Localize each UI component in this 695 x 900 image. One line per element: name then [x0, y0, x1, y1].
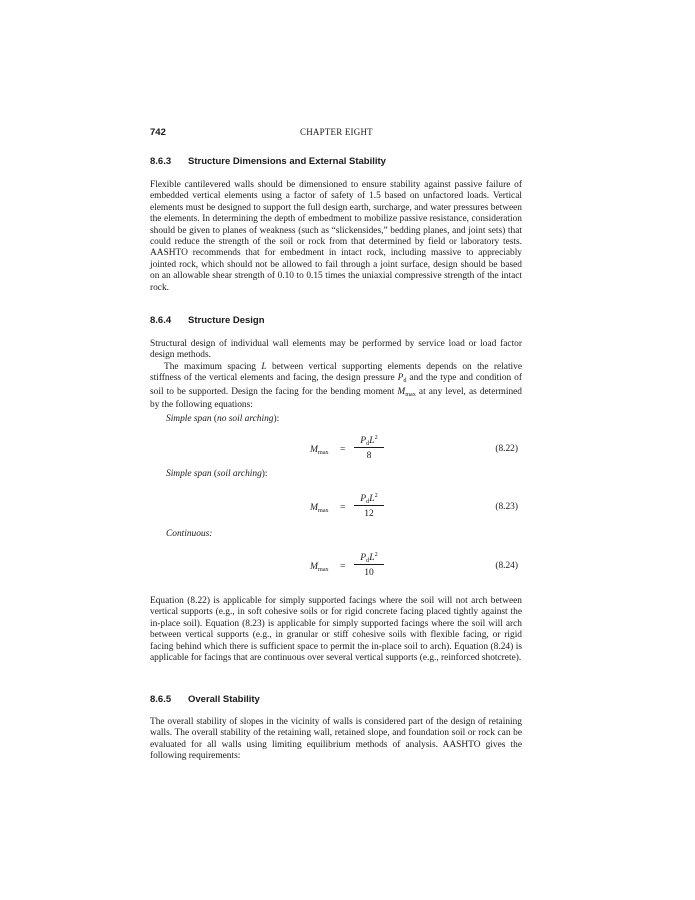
equation-formula [310, 490, 420, 530]
equation-lhs [310, 502, 329, 514]
equals-sign: = [340, 561, 346, 572]
paragraph-maximum-spacing [150, 362, 522, 412]
symbol-M: M [310, 502, 318, 513]
label-paren: ( [213, 469, 218, 479]
symbol-P: P [397, 373, 404, 384]
running-head [150, 127, 522, 139]
equation-number: (8.22) [495, 444, 518, 454]
label-text: soil arching [217, 469, 262, 479]
section-heading-8-6-4 [150, 315, 265, 326]
symbol-M-max [397, 387, 415, 397]
case-label-simple-span-arching [166, 469, 268, 479]
subscript-d: d [366, 440, 370, 447]
fraction [354, 549, 384, 583]
case-label-simple-span-no-arching [166, 414, 279, 424]
fraction [354, 432, 384, 466]
page-number: 742 [150, 127, 166, 138]
symbol-P: P [360, 435, 367, 446]
subscript-max: max [318, 566, 329, 573]
paragraph-equation-applicability: Equation (8.22) is applicable for simply supported facings where the soil will not arch between vertical supports (e.g., in soft cohesive soils or for rigid concrete facing placed tightly against the in-place soil). Equation (8.23) is applicable for simply supported facings where the soil will arch between vertical supports (e.g., in granular or stiff cohesive soils with flexible facing, or rigid facing behind which there is sufficient space to permit the in-place soil to arch). Equation (8.24) is applicable for facings that are continuous over several vertical supports (e.g., reinforced shotcrete). [150, 596, 522, 664]
label-paren: ( [213, 414, 218, 424]
section-heading-8-6-3 [150, 156, 386, 167]
subscript-d: d [366, 557, 370, 564]
numerator [354, 434, 384, 447]
equals-sign: = [340, 502, 346, 513]
label-text: Simple span [166, 469, 214, 479]
subscript-max: max [405, 390, 416, 398]
label-paren: ): [273, 414, 280, 424]
paragraph-structure-dimensions: Flexible cantilevered walls should be dimensioned to ensure stability against passive failure of embedded vertical elements using a factor of safety of 1.5 based on unfactored loads. Vertical elements must be designed to support the full design earth, surcharge, and water pressures between the elements. In determining the depth of embedment to mobilize passive resistance, consideration should be given to planes of weakness (such as “slickensides,” bedding planes, and joint sets) that could reduce the strength of the soil or rock from that determined by field or laboratory tests. AASHTO recommends that for embedment in intact rock, including massive to appreciably jointed rock, which should not be allowed to fail through a joint surface, design should be based on an allowable shear strength of 0.10 to 0.15 times the uniaxial compressive strength of the intact rock. [150, 180, 522, 293]
fraction-bar [354, 447, 384, 448]
symbol-P: P [360, 552, 367, 563]
fraction-bar [354, 564, 384, 565]
symbol-L: L [369, 435, 375, 446]
text-run: The maximum spacing [164, 362, 262, 372]
equation-8-24 [150, 549, 522, 589]
denominator: 10 [364, 567, 374, 578]
paragraph-structural-design-methods: Structural design of individual wall elements may be performed by service load or load factor design methods. [150, 339, 522, 361]
equation-formula [310, 549, 420, 589]
equation-lhs [310, 444, 329, 456]
subscript-max: max [318, 449, 329, 456]
equation-formula [310, 432, 420, 472]
numerator [354, 551, 384, 564]
symbol-P: P [360, 493, 367, 504]
symbol-M: M [310, 444, 318, 455]
exponent: 2 [374, 551, 378, 558]
chapter-title: CHAPTER EIGHT [300, 127, 373, 137]
section-number: 8.6.3 [150, 156, 172, 167]
section-title: Structure Dimensions and External Stability [188, 156, 386, 167]
equation-number: (8.23) [495, 502, 518, 512]
case-label-continuous: Continuous: [166, 529, 213, 539]
equation-8-22 [150, 432, 522, 472]
section-number: 8.6.5 [150, 694, 172, 705]
section-heading-8-6-5 [150, 694, 260, 705]
equals-sign: = [340, 444, 346, 455]
text-run: between vertical supporting elements depends on the relative stiffness of the vertical elements and facing, the design pressure [150, 362, 522, 384]
section-title: Structure Design [188, 315, 265, 326]
subscript-d: d [366, 498, 370, 505]
equation-number: (8.24) [495, 561, 518, 571]
label-paren: ): [261, 469, 268, 479]
numerator [354, 492, 384, 505]
fraction [354, 490, 384, 524]
exponent: 2 [374, 434, 378, 441]
symbol-M: M [310, 561, 318, 572]
symbol-L: L [369, 552, 375, 563]
label-text: Simple span [166, 414, 214, 424]
paragraph-overall-stability: The overall stability of slopes in the vicinity of walls is considered part of the design of retaining walls. The overall stability of the retaining wall, retained slope, and foundation soil or rock can be evaluated for all walls using limiting equilibrium methods of analysis. AASHTO gives the following requirements: [150, 717, 522, 762]
label-text: no soil arching [217, 414, 274, 424]
section-title: Overall Stability [188, 694, 260, 705]
text-run: and the type and condition of soil to be supported. Design the facing for the bending moment [150, 373, 522, 397]
symbol-L: L [369, 493, 375, 504]
symbol-M: M [397, 386, 406, 397]
equation-8-23 [150, 490, 522, 530]
text-run: at any level, as determined by the following equations: [150, 386, 522, 411]
fraction-bar [354, 505, 384, 506]
exponent: 2 [374, 492, 378, 499]
section-number: 8.6.4 [150, 315, 172, 326]
subscript-max: max [318, 507, 329, 514]
subscript-d: d [403, 377, 407, 385]
symbol-L: L [261, 362, 267, 372]
equation-lhs [310, 561, 329, 573]
denominator: 8 [366, 450, 372, 461]
denominator: 12 [364, 508, 374, 519]
